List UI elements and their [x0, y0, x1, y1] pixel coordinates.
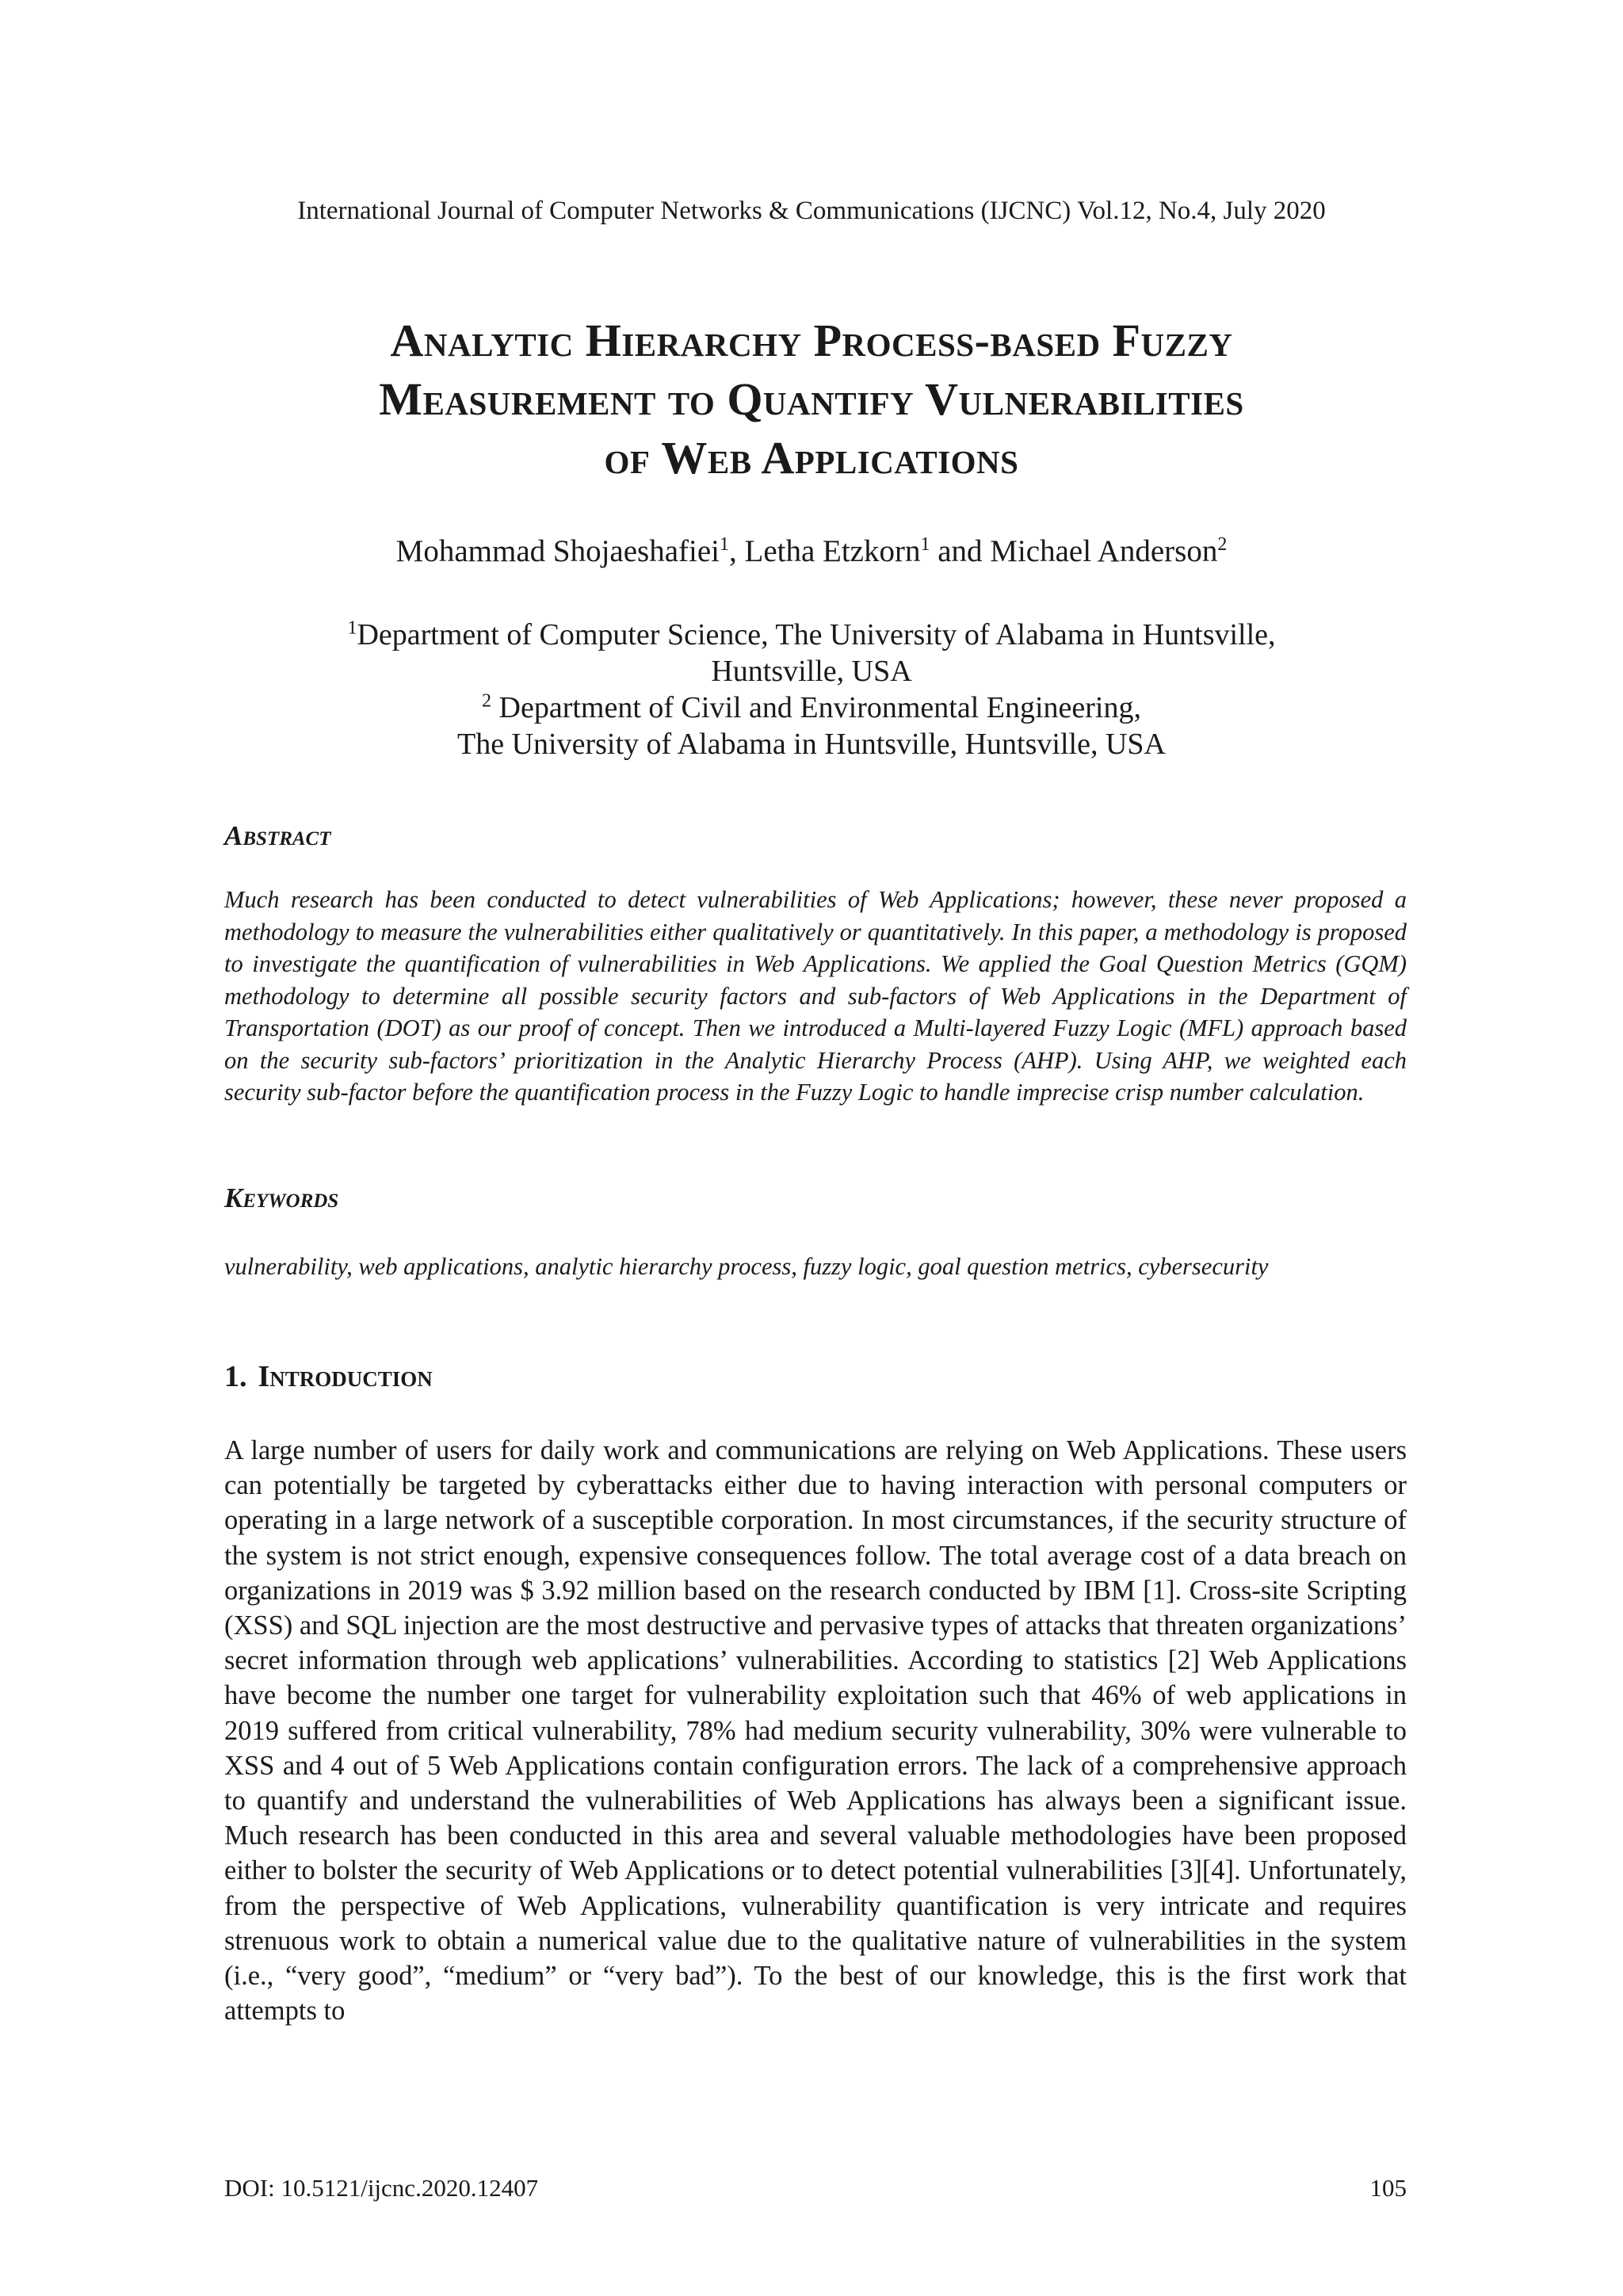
section-number: 1. — [224, 1360, 247, 1393]
paper-title — [158, 311, 1465, 487]
author-name: Michael Anderson — [990, 534, 1218, 568]
footer-doi: DOI: 10.5121/ijcnc.2020.12407 — [224, 2174, 539, 2202]
author-name: Letha Etzkorn — [744, 534, 921, 568]
page-number: 105 — [1369, 2174, 1407, 2202]
affiliation-line — [158, 690, 1465, 726]
author-affil-marker: 1 — [720, 534, 729, 555]
author-affil-marker: 1 — [920, 534, 930, 555]
affiliation-line — [158, 617, 1465, 653]
keywords-text: vulnerability, web applications, analytic hierarchy process, fuzzy logic, goal question metrics, cybersecurity — [224, 1253, 1269, 1280]
affiliation-text: Department of Civil and Environmental Engineering, — [491, 691, 1141, 724]
author-list — [0, 533, 1623, 571]
title-line: Measurement to Quantify Vulnerabilities — [379, 373, 1244, 425]
abstract-heading: Abstract — [224, 820, 331, 851]
affiliation-line: The University of Alabama in Huntsville, Huntsville, USA — [457, 728, 1166, 761]
author-separator: , — [729, 534, 745, 568]
introduction-text: A large number of users for daily work and communications are relying on Web Applications. These users can potentially be targeted by cyberattacks either due to having interaction with personal computers or operating in a large network of a susceptible corporation. In most circumstances, if the security structure of the system is not strict enough, expensive consequences follow. The total average cost of a data breach on organizations in 2019 was $ 3.92 million based on the research conducted by IBM [1]. Cross-site Scripting (XSS) and SQL injection are the most destructive and pervasive types of attacks that threaten organizations’ secret information through web applications’ vulnerabilities. According to statistics [2] Web Applications have become the number one target for vulnerability exploitation such that 46% of web applications in 2019 suffered from critical vulnerability, 78% had medium security vulnerability, 30% were vulnerable to XSS and 4 out of 5 Web Applications contain configuration errors. The lack of a comprehensive approach to quantify and understand the vulnerabilities of Web Applications has always been a significant issue. Much research has been conducted in this area and several valuable methodologies have been proposed either to bolster the security of Web Applications or to detect potential vulnerabilities [3][4]. Unfortunately, from the perspective of Web Applications, vulnerability quantification is very intricate and requires strenuous work to obtain a numerical value due to the qualitative nature of vulnerabilities in the system (i.e., “very good”, “medium” or “very bad”). To the best of our knowledge, this is the first work that attempts to — [224, 1435, 1407, 2027]
title-line: of Web Applications — [604, 432, 1019, 483]
abstract-text: Much research has been conducted to detect vulnerabilities of Web Applications; however, these never proposed a methodology to measure the vulnerabilities either qualitatively or quantitatively. In this paper, a methodology is proposed to investigate the quantification of vulnerabilities in Web Applications. We applied the Goal Question Metrics (GQM) methodology to determine all possible security factors and sub-factors of Web Applications in the Department of Transportation (DOT) as our proof of concept. Then we introduced a Multi-layered Fuzzy Logic (MFL) approach based on the security sub-factors’ prioritization in the Analytic Hierarchy Process (AHP). Using AHP, we weighted each security sub-factor before the quantification process in the Fuzzy Logic to handle imprecise crisp number calculation. — [224, 886, 1407, 1106]
introduction-heading — [224, 1358, 433, 1395]
section-title: Introduction — [258, 1360, 433, 1393]
title-line: Analytic Hierarchy Process-based Fuzzy — [390, 315, 1233, 366]
affil-marker: 2 — [482, 690, 492, 712]
affiliations — [158, 617, 1465, 762]
running-header: International Journal of Computer Networks & Communications (IJCNC) Vol.12, No.4, July 2020 — [297, 197, 1326, 225]
author-name: Mohammad Shojaeshafiei — [395, 534, 720, 568]
affiliation-text: Department of Computer Science, The University of Alabama in Huntsville, — [357, 618, 1276, 651]
keywords-heading: Keywords — [224, 1182, 339, 1213]
affiliation-line: Huntsville, USA — [711, 655, 912, 688]
author-separator: and — [930, 534, 991, 568]
affil-marker: 1 — [347, 617, 357, 639]
author-affil-marker: 2 — [1217, 534, 1228, 555]
